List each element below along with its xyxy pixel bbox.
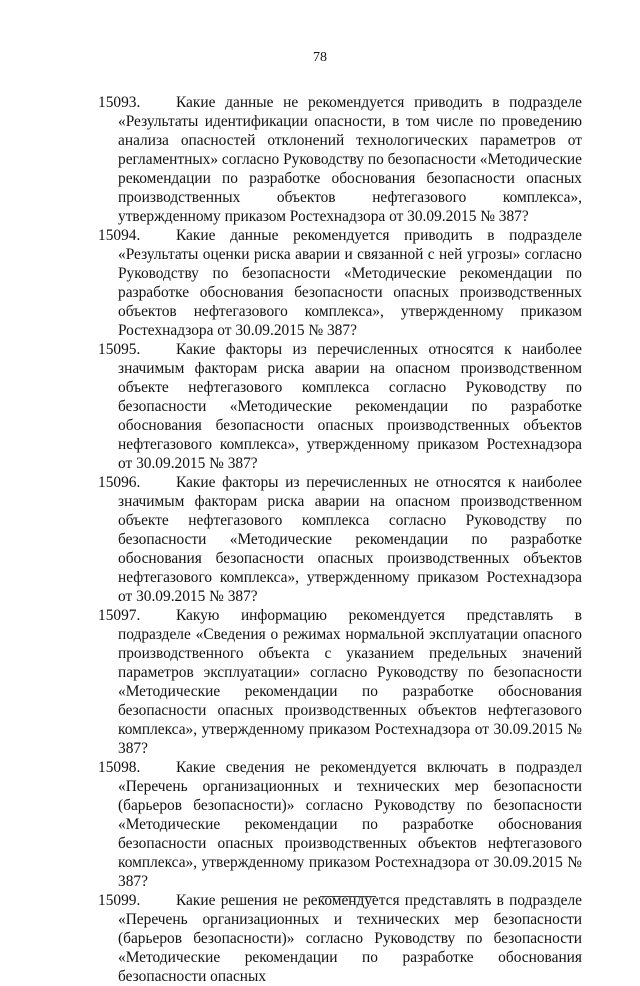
question-number: 15094. bbox=[98, 227, 141, 244]
question-number: 15097. bbox=[98, 607, 141, 624]
question-text: Какие данные рекомендуется приводить в подразделе «Результаты оценки риска аварии и связанной с ней угрозы» согласно Руководству по безопасности «Методические рекомендации по разработке обоснования безопасности опасных производственных объектов нефтегазового комплекса», утвержденному приказом Ростехнадзора от 30.09.2015 № 387? bbox=[118, 227, 582, 339]
question-number: 15096. bbox=[98, 474, 141, 491]
page-number: 78 bbox=[313, 50, 327, 65]
question-item bbox=[98, 340, 582, 473]
question-text: Какую информацию рекомендуется представлять в подразделе «Сведения о режимах нормальной эксплуатации опасного производственного объекта с указанием предельных значений параметров эксплуатации» согласно Руководству по безопасности «Методические рекомендации по разработке обоснования безопасности опасных производственных объектов нефтегазового комплекса», утвержденному приказом Ростехнадзора от 30.09.2015 № 387? bbox=[118, 607, 582, 757]
question-item bbox=[98, 226, 582, 340]
question-number: 15093. bbox=[98, 94, 141, 111]
question-number: 15098. bbox=[98, 759, 141, 776]
question-list bbox=[98, 93, 582, 986]
question-number: 15095. bbox=[98, 341, 141, 358]
question-text: Какие факторы из перечисленных не относятся к наиболее значимым факторам риска аварии на опасном производственном объекте нефтегазового комплекса согласно Руководству по безопасности «Методические рекомендации по разработке обоснования безопасности опасных производственных объектов нефтегазового комплекса», утвержденному приказом Ростехнадзора от 30.09.2015 № 387? bbox=[118, 474, 582, 605]
question-text: Какие решения не рекомендуется представлять в подразделе «Перечень организационных и технических мер безопасности (барьеров безопасности)» согласно Руководству по безопасности «Методические рекомендации по разработке обоснования безопасности опасных bbox=[118, 892, 582, 985]
question-item bbox=[98, 473, 582, 606]
question-number: 15099. bbox=[98, 892, 141, 909]
question-text: Какие факторы из перечисленных относятся к наиболее значимым факторам риска аварии на опасном производственном объекте нефтегазового комплекса согласно Руководству по безопасности «Методические рекомендации по разработке обоснования безопасности опасных производственных объектов нефтегазового комплекса», утвержденному приказом Ростехнадзора от 30.09.2015 № 387? bbox=[118, 341, 582, 472]
question-item bbox=[98, 891, 582, 986]
question-item bbox=[98, 758, 582, 891]
question-text: Какие данные не рекомендуется приводить в подразделе «Результаты идентификации опасности, в том числе по проведению анализа опасностей отклонений технологических параметров от регламентных» согласно Руководству по безопасности «Методические рекомендации по разработке обоснования безопасности опасных производственных объектов нефтегазового комплекса», утвержденному приказом Ростехнадзора от 30.09.2015 № 387? bbox=[118, 94, 582, 225]
question-item bbox=[98, 606, 582, 758]
question-text: Какие сведения не рекомендуется включать в подраздел «Перечень организационных и технических мер безопасности (барьеров безопасности)» согласно Руководству по безопасности «Методические рекомендации по разработке обоснования безопасности опасных производственных объектов нефтегазового комплекса», утвержденному приказом Ростехнадзора от 30.09.2015 № 387? bbox=[118, 759, 582, 890]
scan-edge-line bbox=[320, 896, 376, 897]
question-item bbox=[98, 93, 582, 226]
